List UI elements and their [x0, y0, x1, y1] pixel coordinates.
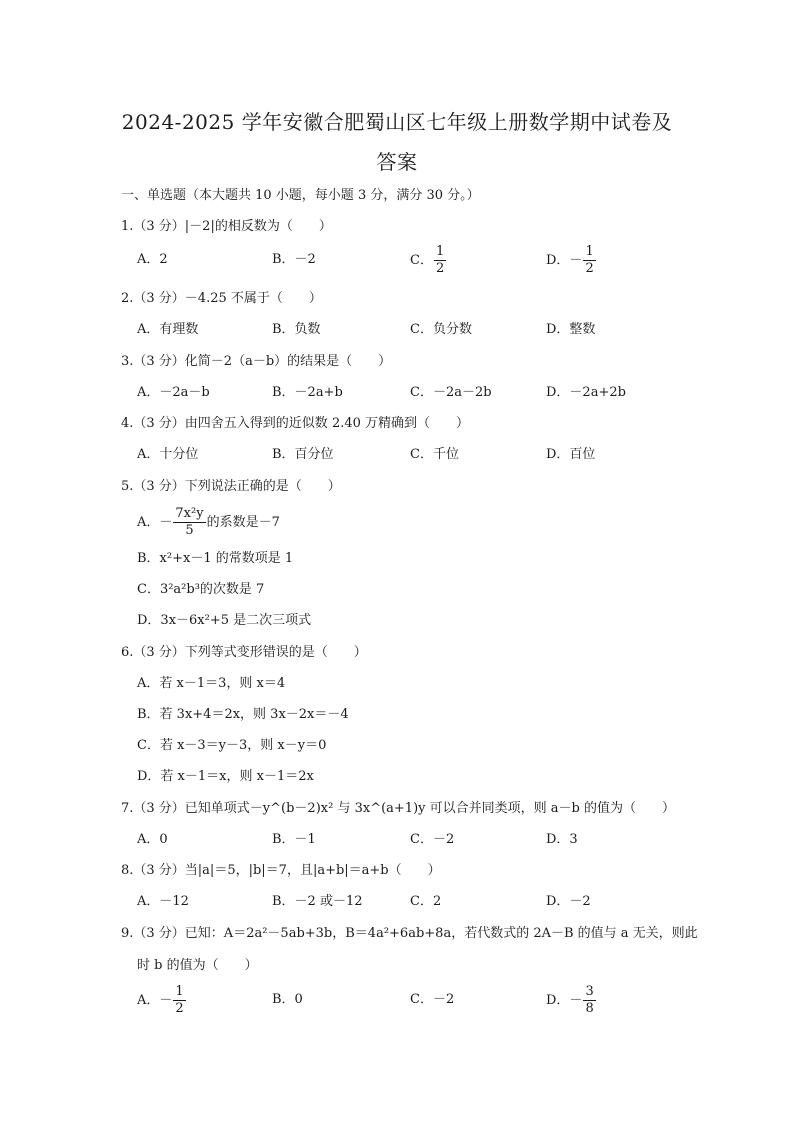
option-d-label: D．－ [546, 253, 583, 268]
section-heading: 一、单选题（本大题共 10 小题，每小题 3 分，满分 30 分。） [121, 188, 480, 203]
fraction [434, 244, 446, 277]
question-5-option-a [137, 506, 280, 539]
question-9-option-b: B．0 [272, 992, 303, 1007]
question-3-option-a: A．－2a－b [137, 385, 210, 400]
question-8-option-b: B．－2 或－12 [272, 894, 363, 909]
question-1-option-b: B．－2 [272, 252, 316, 267]
question-6-option-c: C．若 x－3＝y－3，则 x－y＝0 [137, 738, 327, 753]
question-2-option-a: A．有理数 [137, 322, 199, 337]
question-9-option-c: C．－2 [410, 992, 455, 1007]
question-4-option-b: B．百分位 [272, 447, 334, 462]
question-5-option-b: B．x²+x－1 的常数项是 1 [137, 551, 294, 566]
question-2-option-c: C．负分数 [410, 322, 472, 337]
question-7-option-a: A．0 [137, 832, 168, 847]
fraction-denominator: 8 [585, 1001, 594, 1016]
option-a-label: A．－ [137, 515, 173, 530]
question-4-option-c: C．千位 [410, 447, 459, 462]
fraction-denominator: 5 [185, 523, 194, 538]
fraction-denominator: 2 [435, 261, 445, 276]
question-8-stem: 8.（3 分）当|a|＝5，|b|＝7，且|a+b|＝a+b（ ） [121, 863, 441, 878]
question-8-option-d: D．－2 [546, 894, 591, 909]
fraction-denominator: 2 [585, 261, 594, 276]
page-title: 2024-2025 学年安徽合肥蜀山区七年级上册数学期中试卷及 [121, 110, 673, 134]
question-6-option-a: A．若 x－1＝3，则 x＝4 [137, 676, 286, 691]
question-8-option-c: C．2 [410, 894, 442, 909]
fraction-numerator: 3 [585, 984, 594, 999]
question-2-option-b: B．负数 [272, 322, 321, 337]
fraction [583, 984, 595, 1017]
question-7-stem: 7.（3 分）已知单项式－y^(b－2)x² 与 3x^(a+1)y 可以合并同类项，则 a－b 的值为（ ） [121, 801, 675, 816]
question-5-option-c: C．3²a²b³的次数是 7 [137, 582, 265, 597]
option-a-suffix: 的系数是－7 [206, 515, 280, 530]
option-c-label: C． [410, 253, 433, 268]
question-7-option-c: C．－2 [410, 832, 455, 847]
question-2-option-d: D．整数 [546, 322, 596, 337]
fraction [173, 984, 185, 1017]
question-4-stem: 4.（3 分）由四舍五入得到的近似数 2.40 万精确到（ ） [121, 416, 470, 431]
question-1-stem: 1.（3 分）|－2|的相反数为（ ） [121, 219, 332, 234]
question-7-option-d: D．3 [546, 832, 578, 847]
question-3-option-b: B．－2a+b [272, 385, 343, 400]
option-d-label: D．－ [546, 993, 583, 1008]
fraction-numerator: 1 [435, 244, 445, 259]
question-9-option-d [546, 984, 597, 1017]
question-9-stem: 9.（3 分）已知：A＝2a²－5ab+3b，B＝4a²+6ab+8a，若代数式的 2A－B 的值与 a 无关，则此 [121, 926, 698, 941]
question-1-option-d [546, 244, 597, 277]
question-5-option-d: D．3x－6x²+5 是二次三项式 [137, 613, 312, 628]
fraction-denominator: 2 [175, 1001, 184, 1016]
question-4-option-a: A．十分位 [137, 447, 199, 462]
question-8-option-a: A．－12 [137, 894, 189, 909]
fraction-numerator: 7x²y [175, 506, 204, 521]
option-a-label: A．－ [137, 993, 173, 1008]
question-5-stem: 5.（3 分）下列说法正确的是（ ） [121, 479, 341, 494]
fraction [173, 506, 205, 539]
question-1-option-a: A．2 [137, 252, 168, 267]
question-3-option-d: D．－2a+2b [546, 385, 626, 400]
question-6-option-d: D．若 x－1＝x，则 x－1＝2x [137, 769, 314, 784]
question-7-option-b: B．－1 [272, 832, 316, 847]
question-3-option-c: C．－2a－2b [410, 385, 492, 400]
fraction-numerator: 1 [175, 984, 184, 999]
page-title-continued: 答案 [376, 150, 418, 174]
question-2-stem: 2.（3 分）－4.25 不属于（ ） [121, 291, 322, 306]
question-6-option-b: B．若 3x+4＝2x，则 3x－2x＝－4 [137, 707, 349, 722]
question-6-stem: 6.（3 分）下列等式变形错误的是（ ） [121, 645, 367, 660]
fraction [583, 244, 595, 277]
question-1-option-c [410, 244, 447, 277]
fraction-numerator: 1 [585, 244, 594, 259]
question-3-stem: 3.（3 分）化简－2（a－b）的结果是（ ） [121, 354, 392, 369]
question-9-stem-continued: 时 b 的值为（ ） [137, 958, 258, 973]
question-9-option-a [137, 984, 187, 1017]
question-4-option-d: D．百位 [546, 447, 596, 462]
